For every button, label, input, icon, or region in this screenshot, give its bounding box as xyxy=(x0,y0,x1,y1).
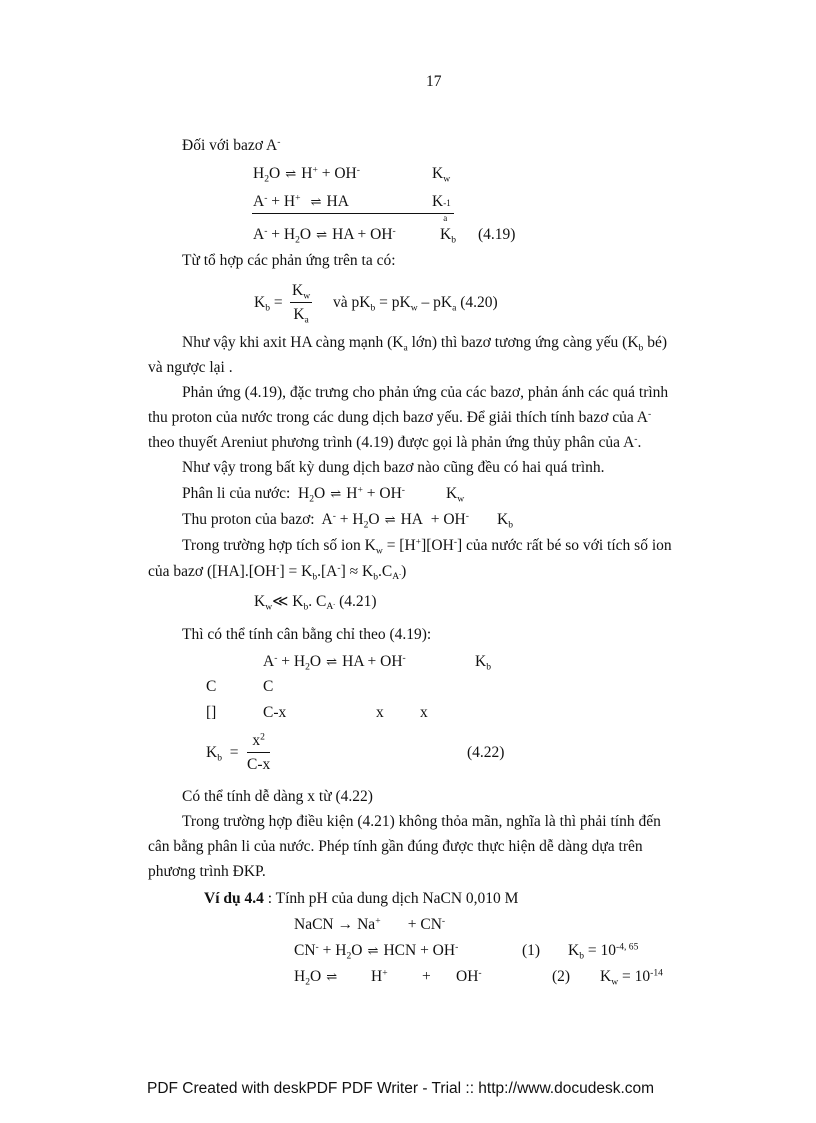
right-arrow-icon: → xyxy=(337,916,354,933)
equation-number-4-22: (4.22) xyxy=(467,744,505,761)
paragraph-condition-not-met-line1: Trong trường hợp điều kiện (4.21) không thỏa mãn, nghĩa là thì phải tính đến xyxy=(182,813,661,830)
equilibrium-arrow-icon: ⇌ xyxy=(285,166,297,181)
paragraph-acid-strength: Như vậy khi axit HA càng mạnh ($K_a$ lớn) thì bazơ tương ứng càng yếu ($K_b$ bé) xyxy=(182,334,668,354)
equilibrium-arrow-icon: ⇌ xyxy=(316,227,328,242)
k-a-inverse-label: K -1 a xyxy=(432,193,451,223)
example-reaction-3-plus: + xyxy=(422,968,431,985)
reaction-a-h: A- + H+ ⇌ HA xyxy=(253,192,349,210)
paragraph-acid-strength-line2: và ngược lại . xyxy=(148,359,233,376)
paragraph-condition-not-met-line2: cân bằng phân li của nước. Phép tính gần đúng được thực hiện dễ dàng dựa trên xyxy=(148,838,643,855)
example-reaction-2-number: (1) xyxy=(522,942,541,959)
reaction-sum-line xyxy=(252,213,454,214)
example-reaction-2: $CN^- + H_2O$ ⇌ HCN + OH- xyxy=(294,941,459,962)
kb-definition-rest: và $pK_b = pK_w - pK_a$ (4.20) xyxy=(333,294,498,314)
example-heading: Ví dụ 4.4 : Tính pH của dung dịch NaCN 0,010 M xyxy=(204,890,519,907)
example-reaction-2-k: $K_b = 10^{-4, 65}$ xyxy=(568,941,639,962)
example-reaction-3-h: H+ xyxy=(371,967,388,985)
example-reaction-3-k: $K_w = 10^{-14}$ xyxy=(600,967,663,988)
page-number: 17 xyxy=(426,73,442,90)
paragraph-reaction-line3: theo thuyết Areniut phương trình (4.19) được gọi là phản ứng thủy phân của A-. xyxy=(148,433,642,451)
paragraph-solve-x: Có thể tính dễ dàng x từ (4.22) xyxy=(182,788,373,805)
base-intro: Đối với bazơ A- xyxy=(182,136,281,154)
row-c-label: C xyxy=(206,678,217,695)
equilibrium-arrow-icon: ⇌ xyxy=(330,486,342,501)
equilibrium-arrow-icon: ⇌ xyxy=(384,512,396,527)
paragraph-condition-not-met-line3: phương trình ĐKP. xyxy=(148,863,266,880)
k-w-label: $K_w$ xyxy=(432,165,451,185)
equilibrium-arrow-icon: ⇌ xyxy=(367,943,379,958)
paragraph-equilibrium-only: Thì có thể tính cân bằng chỉ theo (4.19): xyxy=(182,626,432,643)
kb-expression-fraction: $\frac{x^2}{C-x}$ xyxy=(247,731,271,773)
combine-text: Từ tổ hợp các phản ứng trên ta có: xyxy=(182,252,396,269)
paragraph-reaction-line2: thu proton của nước trong các dung dịch bazơ yếu. Để giải thích tính bazơ của A- xyxy=(148,408,652,426)
example-reaction-3: $H_2O$ ⇌ xyxy=(294,968,338,988)
table-reaction: $A^- + H_2O$ ⇌ HA + OH- xyxy=(263,652,406,673)
equation-number-4-19: (4.19) xyxy=(478,226,516,243)
table-reaction-k: $K_b$ xyxy=(475,653,491,673)
row-equilibrium-label: [] xyxy=(206,704,217,721)
reaction-water: $H_2O$ ⇌ H+ + OH- xyxy=(253,164,360,185)
paragraph-ion-product-line1: Trong trường hợp tích số ion $K_w = [H^+][OH^-]$ của nước rất bé so với tích số ion xyxy=(182,536,672,557)
row-c-value: C xyxy=(263,678,274,695)
kw-over-ka-fraction: $\frac{K_w}{K_a}$ xyxy=(292,282,311,325)
equilibrium-arrow-icon: ⇌ xyxy=(326,969,338,984)
row-equilibrium-x-oh: x xyxy=(420,704,428,721)
equilibrium-arrow-icon: ⇌ xyxy=(326,654,338,669)
example-reaction-1: NaCN → Na+ + CN- xyxy=(294,915,446,933)
k-b-label: $K_b$ xyxy=(440,226,456,246)
example-reaction-3-oh: OH- xyxy=(456,967,482,985)
row-equilibrium-value: C-x xyxy=(263,704,287,721)
reaction-hydrolysis: $A^- + H_2O$ ⇌ HA + OH- xyxy=(253,225,396,246)
example-reaction-3-number: (2) xyxy=(552,968,571,985)
paragraph-two-processes: Như vậy trong bất kỳ dung dịch bazơ nào cũng đều có hai quá trình. xyxy=(182,459,605,476)
water-dissociation-line: Phân li của nước: $H_2O$ ⇌ H+ + OH- xyxy=(182,484,405,505)
water-dissociation-k: $K_w$ xyxy=(446,485,465,505)
kb-expression-lhs: $K_b$ = xyxy=(206,744,239,764)
proton-uptake-k: $K_b$ xyxy=(497,511,513,531)
kb-definition-lhs: $K_b$ = xyxy=(254,294,283,314)
row-equilibrium-x-ha: x xyxy=(376,704,384,721)
paragraph-ion-product-line2: của bazơ $([HA].[OH^-] = K_b.[A^-] \approx K_b.C_{A^-})$ xyxy=(148,562,407,583)
proton-uptake-line: Thu proton của bazơ: $A^- + H_2O$ ⇌ HA + OH- xyxy=(182,510,469,531)
pdf-footer: PDF Created with deskPDF PDF Writer - Trial :: http://www.docudesk.com xyxy=(147,1080,655,1097)
equilibrium-arrow-icon: ⇌ xyxy=(310,194,322,209)
condition-4-21: $K_w≪$ $K_b$. $C_{A^-}$ (4.21) xyxy=(254,593,377,613)
paragraph-reaction-line1: Phản ứng (4.19), đặc trưng cho phản ứng của các bazơ, phản ánh các quá trình xyxy=(182,384,669,401)
